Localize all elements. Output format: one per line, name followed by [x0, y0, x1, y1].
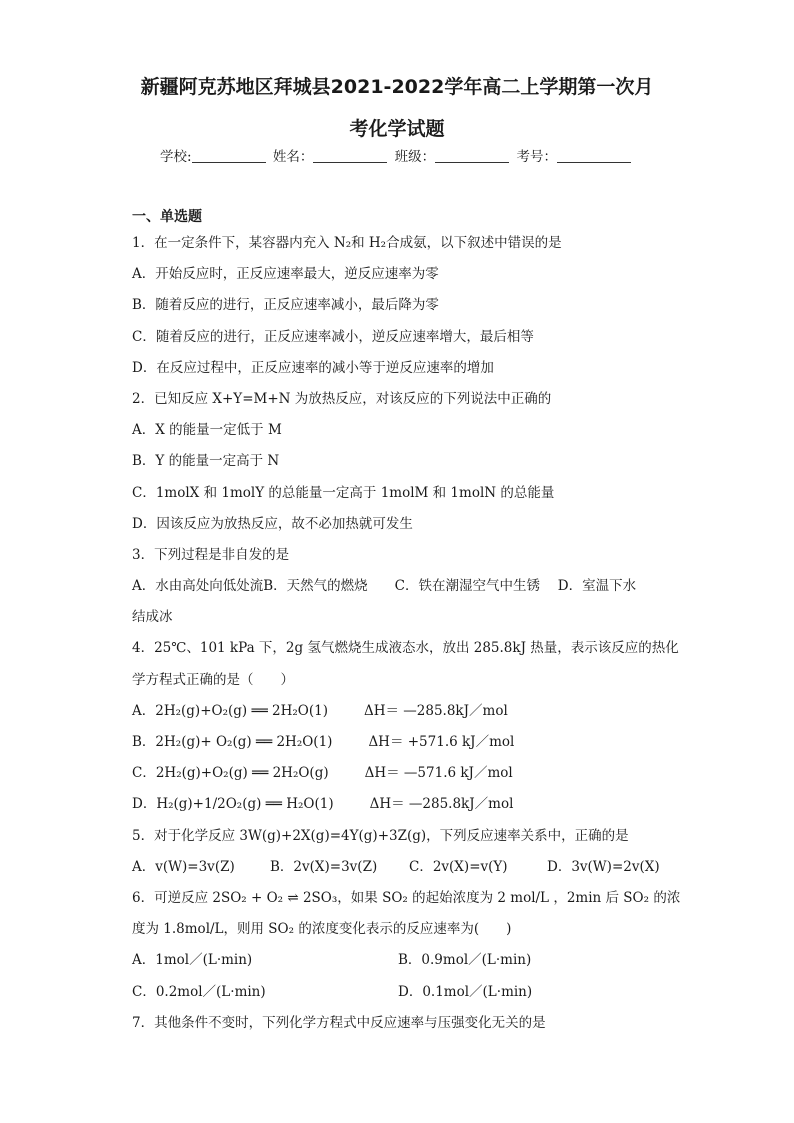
exam-number-label: 考号：: [516, 149, 557, 165]
q6-options-row-1: [132, 945, 664, 976]
q5-option-a: A．v(W)=3v(Z): [132, 858, 235, 875]
q4-option-a: [132, 696, 664, 727]
q4-option-d-enthalpy: ΔH＝ —285.8kJ／mol: [369, 796, 514, 813]
q5-stem: 5．对于化学反应 3W(g)+2X(g)=4Y(g)+3Z(g)，下列反应速率关系中，正确的是: [132, 827, 629, 844]
q2-option-d: D．因该反应为放热反应，故不必加热就可发生: [132, 515, 413, 532]
q1-option-d: D．在反应过程中，正反应速率的减小等于逆反应速率的增加: [132, 359, 494, 376]
q1-option-a: A．开始反应时，正反应速率最大，逆反应速率为零: [132, 266, 439, 283]
class-blank[interactable]: [435, 149, 509, 163]
q6-options-row-2: [132, 977, 664, 1008]
q4-option-c-enthalpy: ΔH＝ —571.6 kJ／mol: [364, 765, 513, 782]
section-title: 一、单选题: [132, 209, 202, 225]
q2-option-b: B．Y 的能量一定高于 N: [132, 453, 280, 470]
q6-option-d: D．0.1mol／(L·min): [398, 983, 533, 1000]
student-info-row: [0, 145, 794, 165]
title-line-1: 新疆阿克苏地区拜城县2021-2022学年高二上学期第一次月: [140, 76, 654, 98]
q4-option-c: [132, 758, 664, 789]
q6-option-a: A．1mol／(L·min): [132, 952, 253, 969]
name-blank[interactable]: [313, 149, 387, 163]
q4-option-c-equation: C．2H₂(g)+O₂(g) ══ 2H₂O(g): [132, 765, 329, 782]
q4-stem-line-1: 4．25℃、101 kPa 下，2g 氢气燃烧生成液态水，放出 285.8kJ 热量，表示该反应的热化: [132, 640, 679, 657]
q6-option-b: B．0.9mol／(L·min): [398, 952, 532, 969]
class-label: 班级：: [394, 149, 436, 165]
q7-stem: 7．其他条件不变时，下列化学方程式中反应速率与压强变化无关的是: [132, 1014, 546, 1031]
q1-option-c: C．随着反应的进行，正反应速率减小，逆反应速率增大，最后相等: [132, 328, 534, 345]
q4-option-d-equation: D．H₂(g)+1/2O₂(g) ══ H₂O(1): [132, 796, 334, 813]
q1-option-b: B．随着反应的进行，正反应速率减小，最后降为零: [132, 297, 439, 314]
q4-stem-line-2: 学方程式正确的是（ ）: [132, 671, 294, 688]
school-label: 学校:: [160, 149, 192, 165]
q3-options: A．水由高处向低处流B．天然气的燃烧 C．铁在潮湿空气中生锈 D．室温下水: [132, 578, 637, 595]
q3-stem: 3．下列过程是非自发的是: [132, 546, 290, 563]
q6-stem-line-1: 6．可逆反应 2SO₂ + O₂ ⇌ 2SO₃，如果 SO₂ 的起始浓度为 2 mol/L ，2min 后 SO₂ 的浓: [132, 889, 681, 906]
exam-title: [110, 66, 684, 150]
q4-option-a-enthalpy: ΔH＝ —285.8kJ／mol: [363, 702, 508, 719]
q2-option-a: A．X 的能量一定低于 M: [132, 422, 282, 439]
q5-option-b: B．2v(X)=3v(Z): [270, 858, 378, 875]
school-blank[interactable]: [192, 149, 266, 163]
q6-option-c: C．0.2mol／(L·min): [132, 983, 266, 1000]
name-label: 姓名：: [272, 149, 314, 165]
q5-option-c: C．2v(X)=v(Y): [409, 858, 508, 875]
q3-options-continued: 结成冰: [132, 609, 173, 626]
q1-stem: 1．在一定条件下，某容器内充入 N₂和 H₂合成氨，以下叙述中错误的是: [132, 235, 562, 251]
q4-option-b: [132, 727, 664, 758]
q2-stem: 2．已知反应 X+Y=M+N 为放热反应，对该反应的下列说法中正确的: [132, 390, 552, 407]
q4-option-b-equation: B．2H₂(g)+ O₂(g) ══ 2H₂O(1): [132, 734, 333, 750]
question-list: [132, 228, 681, 1039]
q5-option-d: D．3v(W)=2v(X): [547, 858, 660, 875]
title-line-2: 考化学试题: [349, 118, 445, 140]
exam-number-blank[interactable]: [557, 149, 631, 163]
q4-option-a-equation: A．2H₂(g)+O₂(g) ══ 2H₂O(1): [132, 702, 328, 719]
q6-stem-line-2: 度为 1.8mol/L，则用 SO₂ 的浓度变化表示的反应速率为( ): [132, 921, 512, 938]
q4-option-d: [132, 789, 664, 820]
q4-option-b-enthalpy: ΔH＝ +571.6 kJ／mol: [368, 734, 515, 750]
q2-option-c: C．1molX 和 1molY 的总能量一定高于 1molM 和 1molN 的总能量: [132, 484, 555, 501]
q5-options: [132, 852, 664, 883]
